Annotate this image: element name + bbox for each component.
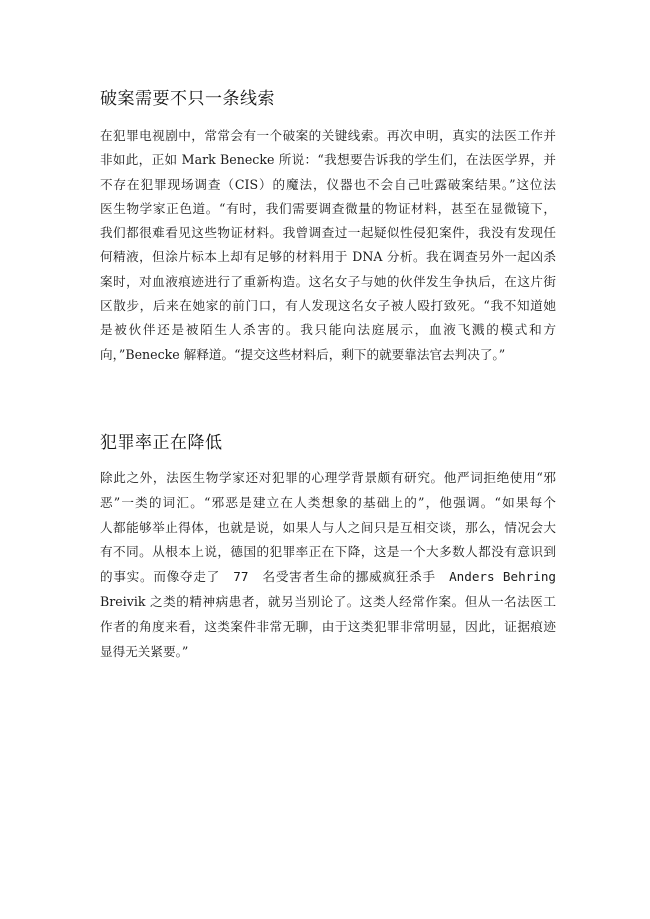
paragraph-line: 人都能够举止得体，也就是说，如果人与人之间只是互相交谈，那么，情况会大 <box>100 519 556 535</box>
paragraph-line: 医生物学家正色道。“有时，我们需要调查微量的物证材料，甚至在显微镜下， <box>100 200 556 216</box>
paragraph-line: 作者的角度来看，这类案件非常无聊，由于这类犯罪非常明显，因此，证据痕迹 <box>100 618 556 634</box>
paragraph-line: 案时，对血液痕迹进行了重新构造。这名女子与她的伙伴发生争执后，在这片街 <box>100 273 556 289</box>
paragraph-line: 我们都很难看见这些物证材料。我曾调查过一起疑似性侵犯案件，我没有发现任 <box>100 225 556 241</box>
section-heading-crime-rate: 犯罪率正在降低 <box>100 433 223 453</box>
paragraph-line: 恶”一类的词汇。“邪恶是建立在人类想象的基础上的”，他强调。“如果每个 <box>100 494 556 510</box>
paragraph-line: Breivik 之类的精神病患者，就另当别论了。这类人经常作案。但从一名法医工 <box>100 593 556 609</box>
section-heading-case-clues: 破案需要不只一条线索 <box>100 89 275 109</box>
paragraph-crime-rate <box>100 466 556 664</box>
paragraph-line: 向，”Benecke 解释道。“提交这些材料后，剩下的就要靠法官去判决了。” <box>100 346 506 362</box>
paragraph-line: 区散步，后来在她家的前门口，有人发现这名女子被人殴打致死。“我不知道她 <box>100 298 556 314</box>
paragraph-line: 显得无关紧要。” <box>100 643 189 659</box>
paragraph-case-clues <box>100 124 556 367</box>
paragraph-line: 除此之外，法医生物学家还对犯罪的心理学背景颇有研究。他严词拒绝使用“邪 <box>100 470 556 485</box>
paragraph-line: 何精液，但涂片标本上却有足够的材料用于 DNA 分析。我在调查另外一起凶杀 <box>100 249 556 265</box>
paragraph-line: 非如此，正如 Mark Benecke 所说：“我想要告诉我的学生们，在法医学界，并 <box>100 152 556 168</box>
paragraph-line: 有不同。从根本上说，德国的犯罪率正在下降，这是一个大多数人都没有意识到 <box>100 544 556 560</box>
paragraph-line: 在犯罪电视剧中，常常会有一个破案的关键线索。再次申明，真实的法医工作并 <box>100 128 556 143</box>
paragraph-line: 是被伙伴还是被陌生人杀害的。我只能向法庭展示，血液飞溅的模式和方 <box>100 322 556 338</box>
paragraph-line: 的事实。而像夺走了 77 名受害者生命的挪威疯狂杀手 Anders Behring <box>100 569 556 585</box>
paragraph-line: 不存在犯罪现场调查（CIS）的魔法，仪器也不会自己吐露破案结果。”这位法 <box>100 176 556 192</box>
